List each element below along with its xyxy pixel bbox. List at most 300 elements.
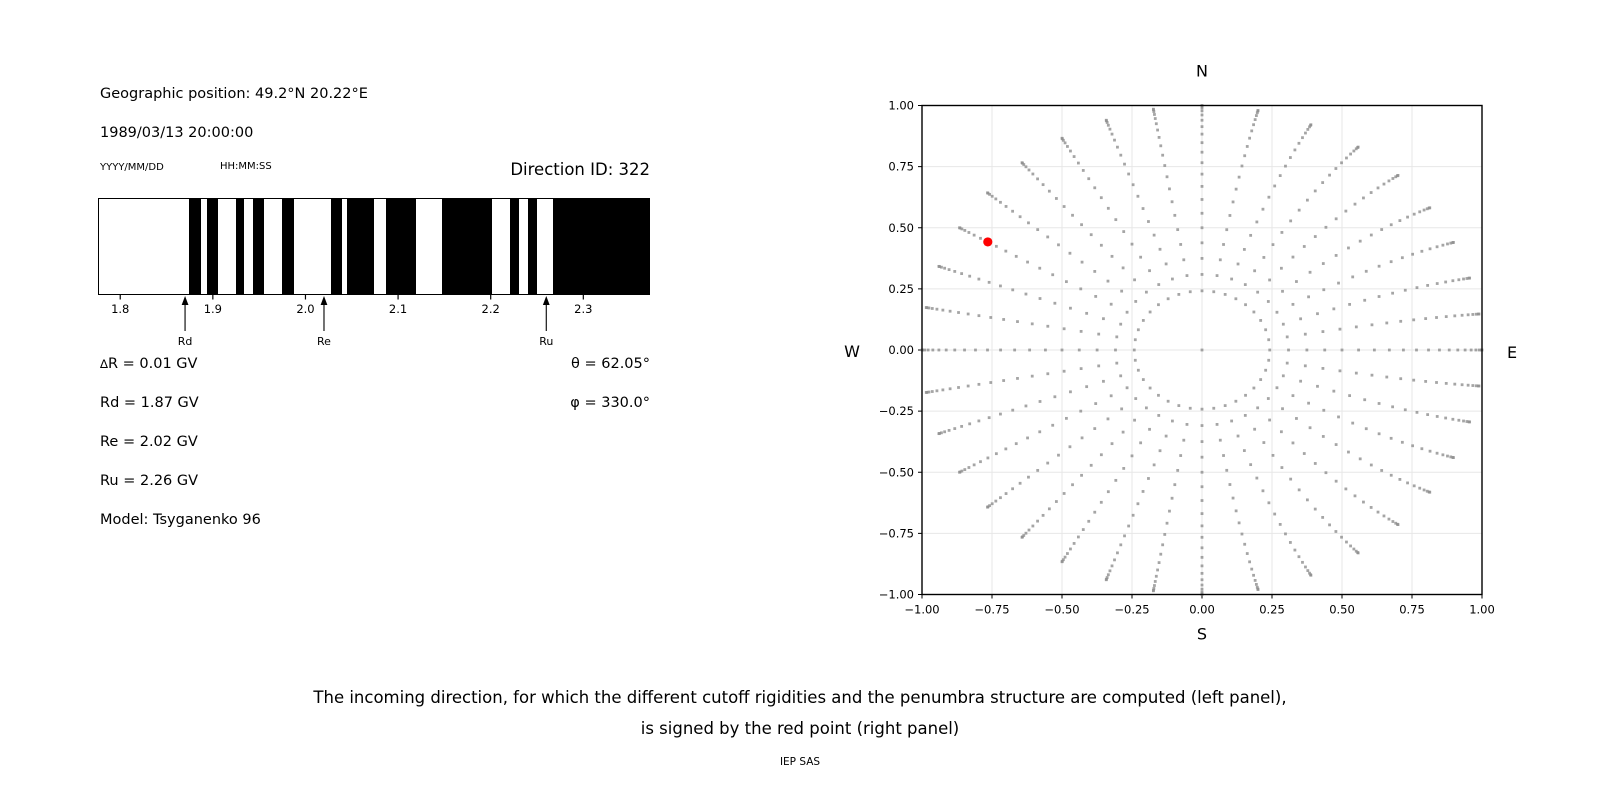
direction-dot — [1378, 265, 1381, 268]
direction-dot — [1341, 349, 1344, 352]
direction-dot — [1301, 561, 1304, 564]
direction-dot — [973, 463, 976, 466]
direction-dot — [1256, 291, 1259, 294]
direction-dot — [1429, 450, 1432, 453]
direction-dot — [1322, 330, 1325, 333]
direction-dot — [1107, 280, 1110, 283]
direction-dot — [1272, 243, 1275, 246]
direction-dot — [1122, 467, 1125, 470]
direction-dot — [1149, 311, 1152, 314]
direction-dot — [1273, 185, 1276, 188]
direction-dot — [999, 496, 1002, 499]
direction-dot — [1109, 128, 1112, 131]
direction-dot — [1457, 419, 1460, 422]
direction-dot — [1456, 349, 1459, 352]
direction-dot — [1100, 501, 1103, 504]
direction-dot — [1201, 349, 1204, 352]
direction-dot — [1081, 261, 1084, 264]
direction-dot — [1025, 532, 1028, 535]
direction-dot — [1066, 145, 1069, 148]
direction-dot — [1352, 548, 1355, 551]
direction-dot — [1337, 416, 1340, 419]
direction-dot — [1321, 516, 1324, 519]
direction-dot — [991, 195, 994, 198]
direction-dot — [1370, 191, 1373, 194]
direction-dot — [1127, 173, 1130, 176]
direction-dot — [1304, 132, 1307, 135]
rigidity-tick-label: 2.2 — [481, 302, 500, 316]
direction-dot — [1284, 165, 1287, 168]
direction-dot — [1002, 379, 1005, 382]
direction-dot — [1044, 349, 1047, 352]
direction-dot — [1102, 317, 1105, 320]
direction-dot — [1073, 155, 1076, 158]
direction-dot — [1212, 407, 1215, 410]
direction-dot — [1147, 477, 1150, 480]
direction-dot — [1462, 420, 1465, 423]
direction-dot — [1445, 382, 1448, 385]
direction-dot — [1167, 297, 1170, 300]
direction-dot — [1004, 250, 1007, 253]
penumbra-band — [386, 199, 416, 294]
direction-dot — [1113, 139, 1116, 142]
direction-dot — [1467, 384, 1470, 387]
direction-dot — [973, 234, 976, 237]
y-tick-label: 0.00 — [888, 343, 914, 357]
direction-dot — [1244, 414, 1247, 417]
direction-dot — [1131, 454, 1134, 457]
direction-dot — [1111, 442, 1114, 445]
direction-dot — [986, 349, 989, 352]
direction-dot — [1167, 400, 1170, 403]
direction-dot — [1475, 313, 1478, 316]
direction-dot — [1298, 142, 1301, 145]
direction-dot — [967, 385, 970, 388]
direction-dot — [1120, 290, 1123, 293]
direction-dot — [1201, 226, 1204, 229]
direction-dot — [1139, 441, 1142, 444]
direction-dot — [1344, 488, 1347, 491]
direction-dot — [1348, 303, 1351, 306]
direction-dot — [988, 193, 991, 196]
direction-dot — [1380, 228, 1383, 231]
direction-dot — [991, 502, 994, 505]
direction-dot — [1398, 219, 1401, 222]
direction-dot — [977, 278, 980, 281]
direction-dot — [1246, 145, 1249, 148]
direction-dot — [1026, 437, 1029, 440]
phi-value: φ = 330.0° — [570, 395, 650, 411]
direction-dot — [1248, 560, 1251, 563]
direction-dot — [1177, 404, 1180, 407]
direction-dot — [1119, 323, 1122, 326]
rigidity-tick-label: 2.3 — [574, 302, 593, 316]
direction-dot — [1243, 449, 1246, 452]
direction-dot — [1253, 428, 1256, 431]
direction-dot — [1013, 349, 1016, 352]
direction-dot — [968, 231, 971, 234]
direction-dot — [1097, 365, 1100, 368]
direction-dot — [1309, 426, 1312, 429]
direction-dot — [1301, 136, 1304, 139]
direction-dot — [1289, 220, 1292, 223]
direction-dot — [1241, 533, 1244, 536]
direction-dot — [1201, 161, 1204, 164]
direction-dot — [1219, 258, 1222, 261]
re-value: Re = 2.02 GV — [100, 434, 198, 450]
direction-dot — [1182, 439, 1185, 442]
direction-dot — [1335, 443, 1338, 446]
direction-dot — [1268, 349, 1271, 352]
direction-dot — [1345, 157, 1348, 160]
direction-dot — [1039, 297, 1042, 300]
direction-dot — [941, 388, 944, 391]
direction-dot — [936, 308, 939, 311]
direction-dot — [1427, 349, 1430, 352]
direction-dot — [1256, 111, 1259, 114]
y-tick-label: 0.50 — [888, 220, 914, 235]
direction-dot — [949, 310, 952, 313]
direction-dot — [1113, 558, 1116, 561]
direction-dot — [1385, 376, 1388, 379]
direction-dot — [1051, 273, 1054, 276]
direction-dot — [1048, 190, 1051, 193]
direction-grid-plot — [820, 40, 1540, 660]
direction-dot — [923, 349, 926, 352]
direction-dot — [1411, 444, 1414, 447]
direction-dot — [1016, 377, 1019, 380]
direction-dot — [1332, 390, 1335, 393]
direction-dot — [1256, 586, 1259, 589]
direction-dot — [1390, 437, 1393, 440]
direction-dot — [1015, 255, 1018, 258]
direction-dot — [1090, 233, 1093, 236]
y-tick-label: 1.00 — [888, 98, 914, 113]
direction-dot — [1114, 218, 1117, 221]
direction-dot — [1420, 447, 1423, 450]
direction-dot — [1323, 349, 1326, 352]
direction-dot — [1201, 141, 1204, 144]
direction-dot — [1401, 441, 1404, 444]
direction-dot — [988, 504, 991, 507]
direction-dot — [1394, 175, 1397, 178]
direction-dot — [1093, 270, 1096, 273]
direction-dot — [1436, 452, 1439, 455]
direction-dot — [1359, 457, 1362, 460]
direction-dot — [1474, 349, 1477, 352]
direction-dot — [1027, 221, 1030, 224]
direction-dot — [1036, 520, 1039, 523]
direction-dot — [1280, 430, 1283, 433]
direction-dot — [928, 307, 931, 310]
direction-dot — [1235, 188, 1238, 191]
direction-dot — [1453, 383, 1456, 386]
penumbra-axis — [90, 295, 666, 351]
direction-dot — [1371, 323, 1374, 326]
direction-dot — [967, 313, 970, 316]
direction-dot — [1399, 320, 1402, 323]
direction-dot — [1036, 469, 1039, 472]
direction-dot — [1348, 394, 1351, 397]
direction-dot — [1071, 483, 1074, 486]
direction-dot — [1362, 501, 1365, 504]
direction-dot — [1298, 555, 1301, 558]
direction-dot — [1048, 507, 1051, 510]
direction-dot — [1171, 200, 1174, 203]
direction-dot — [936, 389, 939, 392]
direction-dot — [1132, 183, 1135, 186]
direction-dot — [940, 431, 943, 434]
cutoff-arrowhead-ru — [543, 296, 550, 305]
direction-dot — [1237, 435, 1240, 438]
direction-dot — [1340, 536, 1343, 539]
direction-dot — [1115, 362, 1118, 365]
direction-dot — [1077, 536, 1080, 539]
direction-dot — [1093, 511, 1096, 514]
direction-dot — [1004, 448, 1007, 451]
direction-dot — [1332, 307, 1335, 310]
direction-dot — [1061, 349, 1064, 352]
direction-dot — [1100, 196, 1103, 199]
direction-dot — [1201, 257, 1204, 260]
direction-dot — [1292, 303, 1295, 306]
direction-dot — [1025, 405, 1028, 408]
direction-dot — [999, 201, 1002, 204]
direction-dot — [1201, 546, 1204, 549]
direction-dot — [1134, 338, 1137, 341]
direction-dot — [949, 387, 952, 390]
direction-dot — [1085, 385, 1088, 388]
y-tick-label: −0.50 — [878, 465, 914, 480]
direction-dot — [1122, 431, 1125, 434]
direction-dot — [1255, 477, 1258, 480]
direction-dot — [989, 316, 992, 319]
direction-dot — [1424, 380, 1427, 383]
direction-dot — [1438, 349, 1441, 352]
direction-dot — [1378, 402, 1381, 405]
direction-dot — [1093, 427, 1096, 430]
direction-dot — [1082, 169, 1085, 172]
direction-dot — [1026, 261, 1029, 264]
direction-dot — [1053, 395, 1056, 398]
direction-dot — [1289, 478, 1292, 481]
direction-dot — [1176, 469, 1179, 472]
direction-dot — [1415, 349, 1418, 352]
direction-dot — [1337, 282, 1340, 285]
direction-dot — [1298, 209, 1301, 212]
direction-dot — [1267, 397, 1270, 400]
direction-dot — [1201, 151, 1204, 154]
direction-dot — [1046, 462, 1049, 465]
direction-dot — [1153, 234, 1156, 237]
direction-dot — [1165, 435, 1168, 438]
direction-dot — [1019, 215, 1022, 218]
direction-dot — [1201, 114, 1204, 117]
direction-dot — [1322, 288, 1325, 291]
direction-dot — [1307, 402, 1310, 405]
direction-dot — [1069, 307, 1072, 310]
direction-dot — [1272, 454, 1275, 457]
direction-dot — [1349, 153, 1352, 156]
direction-dot — [1444, 281, 1447, 284]
direction-dot — [963, 229, 966, 232]
direction-dot — [1161, 154, 1164, 157]
direction-dot — [931, 307, 934, 310]
direction-dot — [1153, 463, 1156, 466]
direction-dot — [1289, 156, 1292, 159]
direction-dot — [1365, 270, 1368, 273]
direction-dot — [1063, 492, 1066, 495]
direction-dot — [1028, 349, 1031, 352]
direction-dot — [953, 270, 956, 273]
direction-dot — [1201, 485, 1204, 488]
direction-dot — [1038, 267, 1041, 270]
direction-dot — [1094, 295, 1097, 298]
direction-dot — [1339, 328, 1342, 331]
direction-dot — [1412, 318, 1415, 321]
direction-dot — [1471, 313, 1474, 316]
direction-dot — [1011, 487, 1014, 490]
y-tick-label: −0.75 — [878, 526, 914, 541]
rigidity-tick-label: 1.9 — [203, 302, 222, 316]
direction-dot — [1354, 494, 1357, 497]
direction-dot — [1420, 250, 1423, 253]
direction-dot — [1282, 323, 1285, 326]
direction-dot — [1461, 383, 1464, 386]
rigidity-tick-label: 2.1 — [388, 302, 408, 316]
direction-dot — [1038, 430, 1041, 433]
direction-dot — [960, 228, 963, 231]
axis-ticks — [879, 99, 1495, 617]
direction-dot — [1390, 223, 1393, 226]
direction-id-label: Direction ID: 322 — [510, 160, 650, 179]
caption-line2: is signed by the red point (right panel) — [640, 719, 960, 738]
direction-dot — [1055, 500, 1058, 503]
direction-dot — [1005, 492, 1008, 495]
direction-dot — [943, 267, 946, 270]
direction-dot — [986, 457, 989, 460]
direction-dot — [1262, 256, 1265, 259]
direction-dot — [1134, 359, 1137, 362]
direction-dot — [1201, 185, 1204, 188]
direction-dot — [1357, 349, 1360, 352]
direction-dot — [1339, 369, 1342, 372]
direction-dot — [1378, 432, 1381, 435]
direction-dot — [1179, 243, 1182, 246]
direction-dot — [1304, 566, 1307, 569]
direction-dot — [1298, 488, 1301, 491]
time-format-label: HH:MM:SS — [220, 161, 272, 172]
direction-dot — [1155, 122, 1158, 125]
direction-dot — [1229, 214, 1232, 217]
direction-dot — [1402, 349, 1405, 352]
direction-dot — [1232, 497, 1235, 500]
direction-dot — [1137, 369, 1140, 372]
direction-dot — [1462, 278, 1465, 281]
direction-dot — [1171, 497, 1174, 500]
direction-dot — [1365, 427, 1368, 430]
x-tick-label: 0.75 — [1399, 602, 1425, 617]
direction-dot — [999, 349, 1002, 352]
direction-dot — [1222, 454, 1225, 457]
direction-dot — [1126, 386, 1129, 389]
direction-dot — [1262, 208, 1265, 211]
direction-dot — [1268, 196, 1271, 199]
direction-dot — [1176, 228, 1179, 231]
direction-dot — [1102, 380, 1105, 383]
direction-dot — [1262, 489, 1265, 492]
y-tick-label: 0.75 — [888, 159, 914, 174]
direction-dot — [1107, 207, 1110, 210]
direction-dot — [1063, 327, 1066, 330]
direction-dot — [1065, 417, 1068, 420]
direction-dot — [988, 281, 991, 284]
direction-dot — [1186, 423, 1189, 426]
direction-dot — [957, 311, 960, 314]
direction-dot — [1069, 445, 1072, 448]
direction-dot — [1069, 252, 1072, 255]
direction-dot — [1110, 303, 1113, 306]
direction-dot — [1448, 349, 1451, 352]
direction-dot — [1293, 149, 1296, 152]
direction-dot — [1137, 195, 1140, 198]
direction-dot — [1166, 522, 1169, 525]
direction-dot — [1201, 512, 1204, 515]
direction-dot — [1145, 291, 1148, 294]
direction-dot — [1036, 177, 1039, 180]
direction-dot — [1225, 469, 1228, 472]
direction-dot — [1406, 216, 1409, 219]
direction-dot — [1031, 525, 1034, 528]
direction-dot — [1453, 314, 1456, 317]
direction-dot — [1446, 243, 1449, 246]
direction-dot — [1082, 528, 1085, 531]
direction-dot — [1344, 210, 1347, 213]
direction-dot — [1097, 333, 1100, 336]
direction-dot — [1279, 174, 1282, 177]
direction-dot — [1234, 400, 1237, 403]
direction-dot — [1201, 119, 1204, 122]
direction-dot — [994, 500, 997, 503]
direction-dot — [1304, 333, 1307, 336]
direction-dot — [1322, 409, 1325, 412]
direction-dot — [1216, 274, 1219, 277]
direction-dot — [1100, 244, 1103, 247]
direction-dot — [1466, 277, 1469, 280]
direction-dot — [1156, 569, 1159, 572]
direction-dot — [1305, 349, 1308, 352]
direction-dot — [1201, 106, 1204, 109]
direction-dot — [1429, 247, 1432, 250]
direction-dot — [1110, 394, 1113, 397]
direction-dot — [1316, 312, 1319, 315]
direction-dot — [1157, 414, 1160, 417]
direction-dot — [1306, 569, 1309, 572]
direction-dot — [1426, 207, 1429, 210]
direction-dot — [1413, 213, 1416, 216]
direction-dot — [1201, 471, 1204, 474]
direction-dot — [1309, 271, 1312, 274]
direction-dot — [1267, 359, 1270, 362]
direction-dot — [1383, 183, 1386, 186]
direction-dot — [1025, 165, 1028, 168]
direction-dot — [1380, 469, 1383, 472]
direction-dot — [1094, 402, 1097, 405]
direction-dot — [1475, 384, 1478, 387]
direction-dot — [1252, 311, 1255, 314]
direction-dot — [1416, 286, 1419, 289]
direction-dot — [1201, 524, 1204, 527]
